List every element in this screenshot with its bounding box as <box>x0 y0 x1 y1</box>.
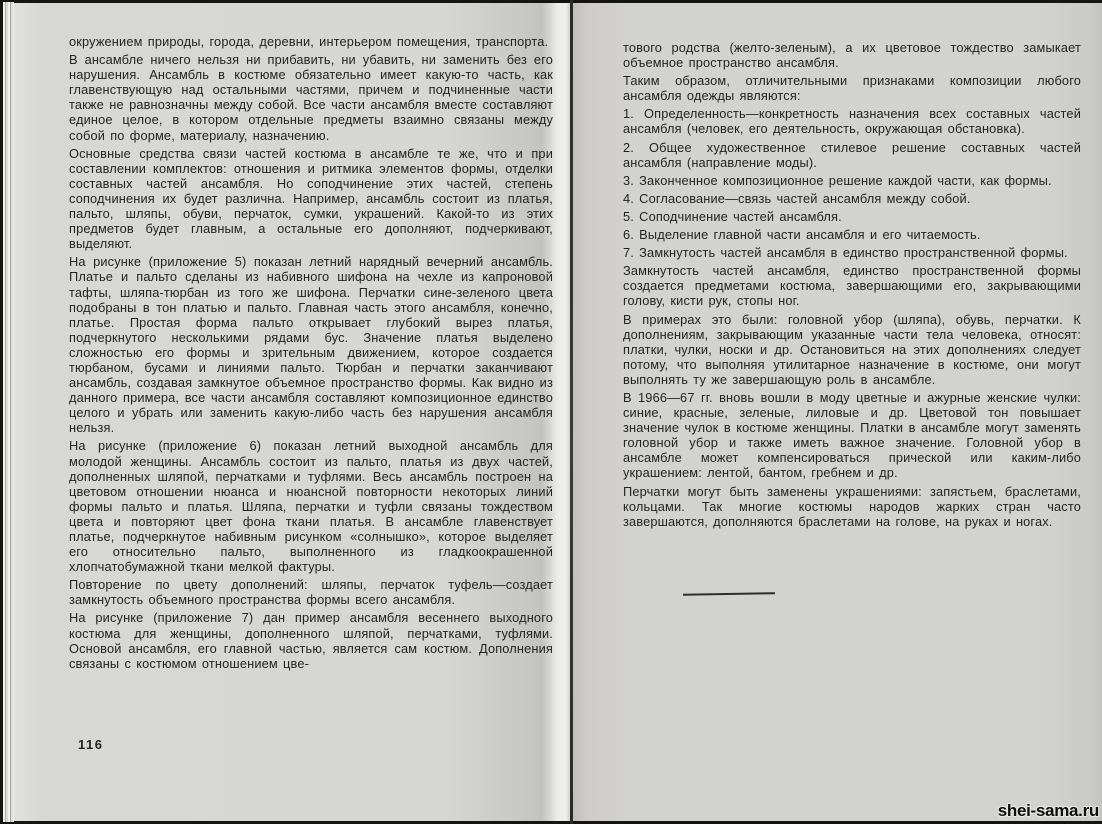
list-item: 1. Определенность—конкретность назначения всех составных частей ансамбля (человек, его деятельность, окружающая обстановка). <box>623 106 1081 137</box>
left-page-text <box>69 34 553 674</box>
paragraph: В 1966—67 гг. вновь вошли в моду цветные и ажурные женские чулки: синие, красные, зеленые, лиловые и др. Цветовой тон повышает значение чулок в костюме женщины. Платки в ансамбле могут заменять головной убор и также иметь важное значение. Головной убор в ансамбле может компенсироваться прической или каким-либо украшением: лентой, бантом, гребнем и др. <box>623 389 1081 481</box>
list-item: 6. Выделение главной части ансамбля и его читаемость. <box>623 227 981 243</box>
paragraph: На рисунке (приложение 6) показан летний выходной ансамбль для молодой женщины. Ансамбль состоит из пальто, платья из двух частей, дополненных шляпой, перчатками и туфлями. Весь ансамбль построен на цветовом отношении нюанса и нюансной повторности некоторых линий формы пальто и платья. Шляпа, перчатки и туфли связаны тождеством цвета и повторяют цвет фона ткани платья. В ансамбле главенствует платье, подчеркнутое набивным рисунком «солнышко», которое выделяет его относительно пальто, выполненного из гладкоокрашенной хлопчатобумажной ткани мелкой фактуры. <box>69 438 553 575</box>
list-item: 7. Замкнутость частей ансамбля в единство пространственной формы. <box>623 245 1068 261</box>
paragraph: На рисунке (приложение 5) показан летний нарядный вечерний ансамбль. Платье и пальто сделаны из набивного шифона на чехле из капроновой тафты, шляпа-тюрбан из того же шифона. Перчатки сине-зеленого цвета подобраны в тон платью и пальто. Главная часть этого ансамбля, конечно, платье. Простая форма пальто открывает глубокий вырез платья, подчеркнутого несколькими рядами бус. Значение платья выделено сложностью его формы и зрительным движением, которое создается тюрбаном, бусами и линиями пальто. Тюрбан и перчатки заканчивают ансамбль, создавая замкнутое объемное пространство формы. Как видно из данного примера, все части ансамбля составляют композиционное единство целого и убрать или заменить какую-либо часть без нарушения ансамбля нельзя. <box>69 254 553 436</box>
paragraph: Основные средства связи частей костюма в ансамбле те же, что и при составлении комплектов: отношения и ритмика элементов формы, отделки составных частей ансамбля. Но соподчинение этих частей, степень соподчинения их будет различна. Например, ансамбль состоит из платья, пальто, шляпы, обуви, перчаток, сумки, украшений. Какой-то из этих предметов будет главным, а остальные его дополняют, подчеркивают, выделяют. <box>69 145 553 252</box>
paragraph: Перчатки могут быть заменены украшениями: запястьем, браслетами, кольцами. Так многие костюмы народов жарких стран часто завершаются, дополняются браслетами на голове, на руках и ногах. <box>623 483 1081 529</box>
paragraph: тового родства (желто-зеленым), а их цветовое тождество замыкает объемное пространство ансамбля. <box>623 40 1081 71</box>
right-page <box>573 3 1102 821</box>
section-divider <box>683 592 775 596</box>
right-page-text <box>623 40 1081 532</box>
watermark: shei-sama.ru <box>997 801 1099 820</box>
paragraph: В ансамбле ничего нельзя ни прибавить, ни убавить, ни заменить без его нарушения. Ансамбль в костюме обязательно имеет какую-то часть, как главенствующую над остальными частями, причем и подчиненные части также не равнозначны между собой. Все части ансамбля вместе составляют единое целое, в котором отдельные предметы взаимно связаны между собой по форме, материалу, назначению. <box>69 52 553 143</box>
paragraph: В примерах это были: головной убор (шляпа), обувь, перчатки. К дополнениям, закрывающим указанные части тела человека, относят: платки, чулки, носки и др. Остановиться на этих дополнениях следует потому, что выполняя утилитарное назначение в костюме, они могут выполнять ту же завершающую роль в ансамбле. <box>623 311 1081 387</box>
list-item: 2. Общее художественное стилевое решение составных частей ансамбля (направление моды). <box>623 139 1081 170</box>
page-stack-edge <box>3 2 14 822</box>
left-page <box>14 3 570 821</box>
list-item: 4. Согласование—связь частей ансамбля между собой. <box>623 190 971 206</box>
paragraph: Таким образом, отличительными признаками композиции любого ансамбля одежды являются: <box>623 73 1081 104</box>
list-item: 3. Законченное композиционное решение каждой части, как формы. <box>623 172 1052 188</box>
page-number: 116 <box>78 737 104 752</box>
list-item: 5. Соподчинение частей ансамбля. <box>623 208 842 224</box>
paragraph: окружением природы, города, деревни, интерьером помещения, транспорта. <box>69 34 549 49</box>
paragraph: На рисунке (приложение 7) дан пример ансамбля весеннего выходного костюма для женщины, дополненного шляпой, перчатками, туфлями. Основой ансамбля, его главной частью, является сам костюм. Дополнения связаны с костюмом отношением цве- <box>69 610 553 671</box>
paragraph: Повторение по цвету дополнений: шляпы, перчаток туфель—создает замкнутость объемного пространства формы всего ансамбля. <box>69 577 553 608</box>
paragraph: Замкнутость частей ансамбля, единство пространственной формы создается предметами костюма, завершающими его, закрывающими голову, кисти рук, стопы ног. <box>623 263 1081 309</box>
